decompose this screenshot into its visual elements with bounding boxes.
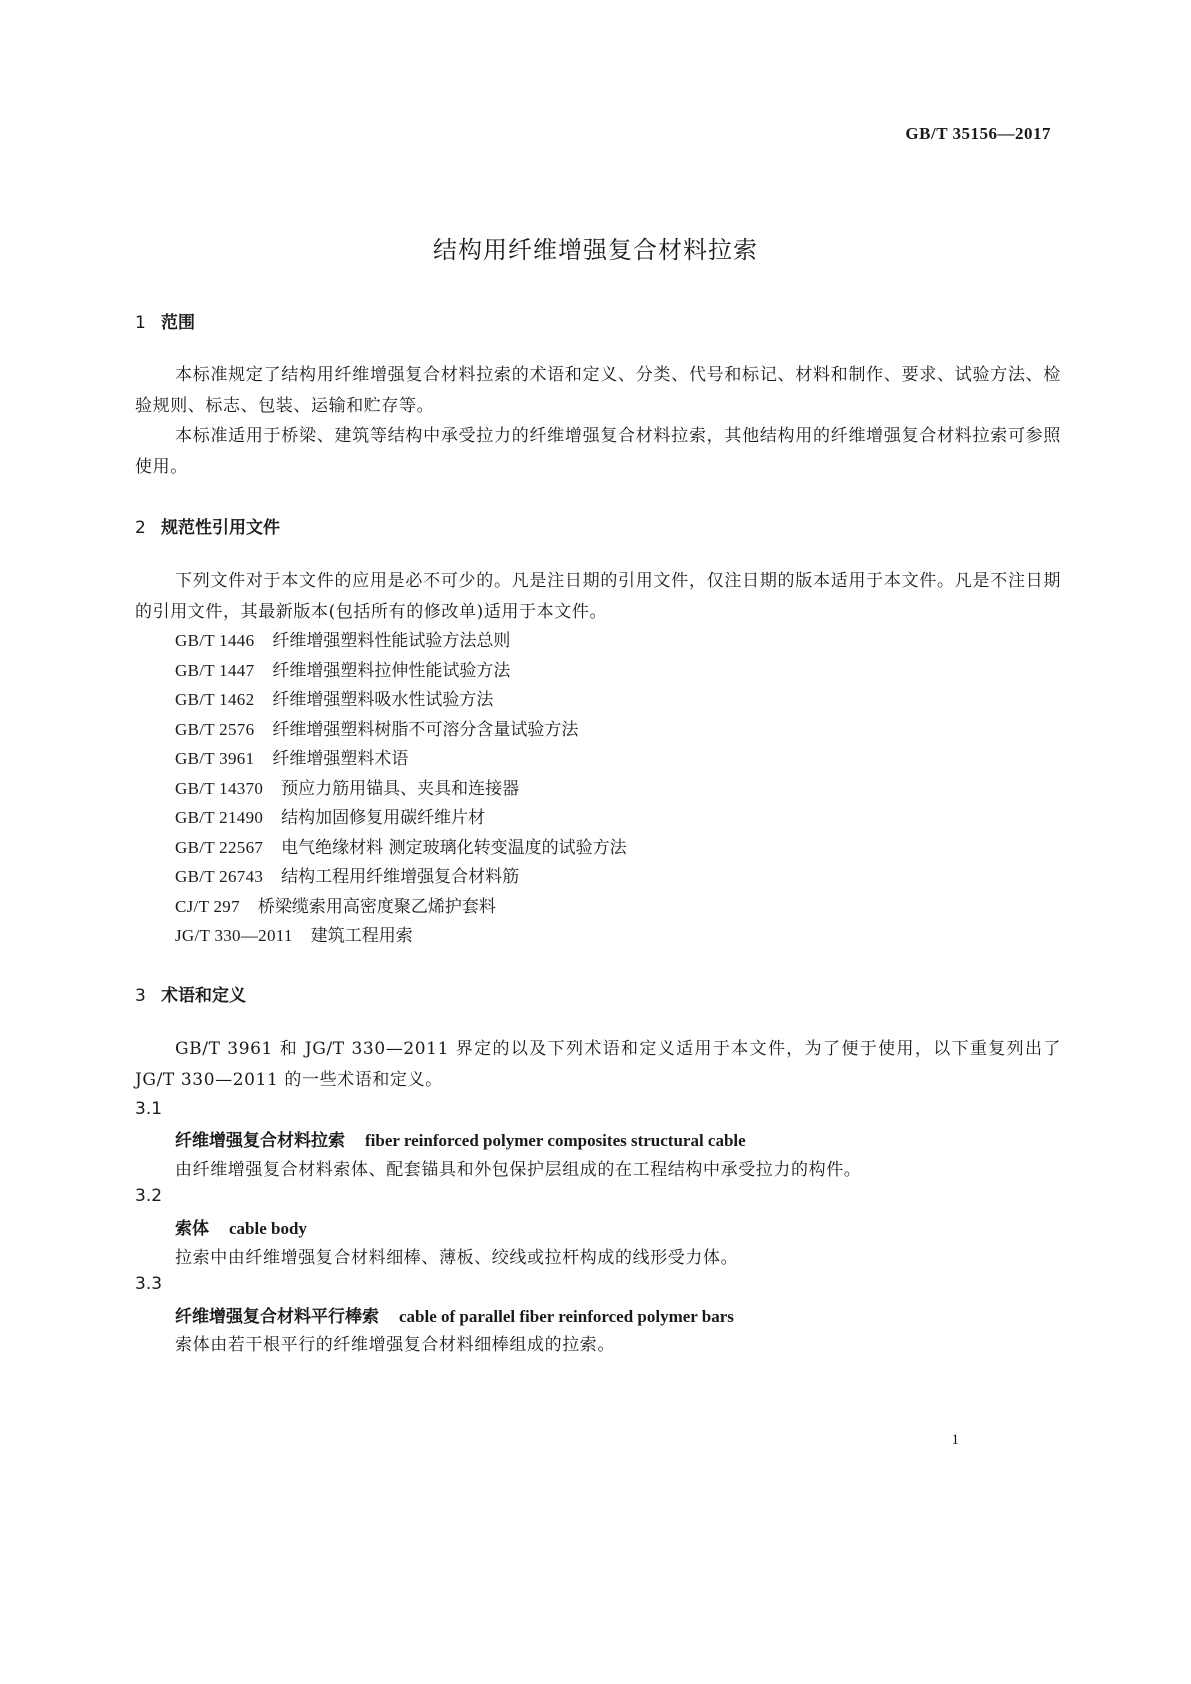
reference-code: GB/T 2576 <box>175 719 255 739</box>
section-3-intro: GB/T 3961 和 JG/T 330—2011 界定的以及下列术语和定义适用于本文件，为了便于使用，以下重复列出了 JG/T 330—2011 的一些术语和定义。 <box>135 1039 1061 1090</box>
term-number: 3.3 <box>135 1274 163 1294</box>
reference-title: 结构工程用纤维增强复合材料筋 <box>281 867 520 887</box>
list-item <box>175 921 627 951</box>
list-item <box>175 833 627 863</box>
section-title: 规范性引用文件 <box>161 518 280 538</box>
reference-code: GB/T 1462 <box>175 690 255 709</box>
reference-code: GB/T 14370 <box>175 778 264 798</box>
reference-title: 纤维增强塑料树脂不可溶分含量试验方法 <box>272 719 579 740</box>
section-title: 术语和定义 <box>161 986 246 1006</box>
term-chinese: 纤维增强复合材料拉索 <box>175 1131 345 1151</box>
page-number: 1 <box>951 1432 959 1448</box>
reference-title: 桥梁缆索用高密度聚乙烯护套料 <box>257 896 496 917</box>
reference-code: GB/T 1446 <box>175 631 255 650</box>
section-1-heading <box>135 308 195 333</box>
term-chinese: 纤维增强复合材料平行棒索 <box>175 1307 379 1327</box>
reference-code: CJ/T 297 <box>175 896 240 916</box>
reference-title: 纤维增强塑料拉伸性能试验方法 <box>272 660 511 681</box>
term-number: 3.2 <box>135 1186 163 1206</box>
list-item <box>175 656 627 686</box>
section-number: 2 <box>135 518 146 538</box>
section-3-heading <box>135 981 246 1006</box>
term-heading <box>175 1126 746 1151</box>
term-english: fiber reinforced polymer composites structural cable <box>365 1131 746 1150</box>
reference-code: GB/T 21490 <box>175 808 264 827</box>
term-number: 3.1 <box>135 1099 163 1119</box>
list-item <box>175 715 627 745</box>
list-item <box>175 685 627 715</box>
term-definition: 拉索中由纤维增强复合材料细棒、薄板、绞线或拉杆构成的线形受力体。 <box>175 1248 739 1268</box>
term-english: cable body <box>229 1219 307 1238</box>
reference-title: 纤维增强塑料吸水性试验方法 <box>272 690 494 710</box>
page-title: 结构用纤维增强复合材料拉索 <box>433 236 758 264</box>
term-chinese: 索体 <box>175 1219 209 1239</box>
section-number: 3 <box>135 986 146 1006</box>
reference-title: 纤维增强塑料术语 <box>272 749 409 769</box>
list-item <box>175 774 627 804</box>
list-item <box>175 626 627 656</box>
reference-list <box>175 626 627 951</box>
reference-title: 结构加固修复用碳纤维片材 <box>281 808 486 828</box>
reference-title: 电气绝缘材料 测定玻璃化转变温度的试验方法 <box>281 837 627 858</box>
reference-title: 建筑工程用索 <box>310 926 413 946</box>
list-item <box>175 803 627 833</box>
term-heading <box>175 1214 307 1239</box>
section-1-paragraph-1: 本标准规定了结构用纤维增强复合材料拉索的术语和定义、分类、代号和标记、材料和制作、要求、试验方法、检验规则、标志、包装、运输和贮存等。 <box>135 365 1061 416</box>
section-2-heading <box>135 513 280 538</box>
term-definition: 由纤维增强复合材料索体、配套锚具和外包保护层组成的在工程结构中承受拉力的构件。 <box>175 1160 862 1180</box>
reference-code: GB/T 3961 <box>175 749 255 768</box>
list-item <box>175 744 627 774</box>
reference-code: JG/T 330—2011 <box>175 926 293 945</box>
section-1-paragraph-2: 本标准适用于桥梁、建筑等结构中承受拉力的纤维增强复合材料拉索，其他结构用的纤维增强复合材料拉索可参照使用。 <box>135 426 1061 477</box>
list-item <box>175 862 627 892</box>
term-heading <box>175 1302 734 1327</box>
reference-title: 纤维增强塑料性能试验方法总则 <box>272 631 511 651</box>
section-title: 范围 <box>161 313 195 333</box>
list-item <box>175 892 627 922</box>
reference-code: GB/T 1447 <box>175 660 255 680</box>
reference-code: GB/T 22567 <box>175 837 264 857</box>
term-definition: 索体由若干根平行的纤维增强复合材料细棒组成的拉索。 <box>175 1335 615 1355</box>
term-english: cable of parallel fiber reinforced polymer bars <box>399 1307 734 1326</box>
section-number: 1 <box>135 313 146 333</box>
reference-code: GB/T 26743 <box>175 867 264 886</box>
reference-title: 预应力筋用锚具、夹具和连接器 <box>281 778 520 799</box>
standard-code: GB/T 35156—2017 <box>905 124 1051 143</box>
section-2-intro: 下列文件对于本文件的应用是必不可少的。凡是注日期的引用文件，仅注日期的版本适用于本文件。凡是不注日期的引用文件，其最新版本(包括所有的修改单)适用于本文件。 <box>135 571 1061 622</box>
